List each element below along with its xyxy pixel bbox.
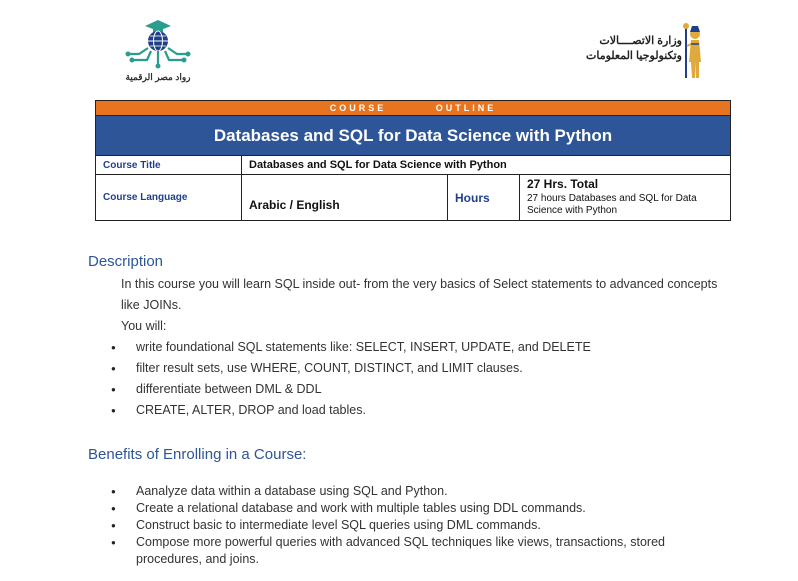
logo-left-text: رواد مصر الرقمية [125,72,191,82]
list-item: ● Construct basic to intermediate level SQL queries using DML commands. [111,517,731,534]
hours-label: Hours [448,175,520,220]
course-title-row [96,156,730,175]
description-title: Description [88,253,164,270]
digital-egypt-pioneers-logo [118,18,198,86]
course-title-label: Course Title [96,156,242,174]
outline-bar [96,101,730,116]
outline-bar-word1: COURSE [329,103,387,113]
list-item: ● Create a relational database and work with multiple tables using DDL commands. [111,500,731,517]
list-item: ● write foundational SQL statements like: SELECT, INSERT, UPDATE, and DELETE [111,337,731,358]
course-language-row [96,175,730,220]
you-will-label: You will: [121,319,167,333]
benefits-title: Benefits of Enrolling in a Course: [88,446,307,463]
list-item: ● filter result sets, use WHERE, COUNT, DISTINCT, and LIMIT clauses. [111,358,731,379]
description-text: In this course you will learn SQL inside out- from the very basics of Select statements to advanced concepts like JOINs. [121,277,718,312]
course-language-value: Arabic / English [242,175,448,220]
ministry-name-line2: وتكنولوجيا المعلومات [585,50,682,62]
course-language-label: Course Language [96,175,242,220]
list-item: ● differentiate between DML & DDL [111,379,731,400]
graduation-globe-icon [123,18,193,72]
course-outline-table [95,100,731,221]
pharaoh-figure-icon [682,22,704,82]
outline-bar-word2: OUTLINE [435,103,497,113]
description-list [111,337,731,421]
ministry-logo [582,22,707,84]
ministry-name-line1: وزارة الاتصــــالات [599,35,682,47]
list-item: ● Aanalyze data within a database using SQL and Python. [111,483,731,500]
benefits-list [111,483,731,568]
hours-total: 27 Hrs. Total [527,177,599,191]
hours-value [520,175,730,220]
course-title-value: Databases and SQL for Data Science with Python [249,159,507,171]
ministry-name [582,34,682,64]
list-item: ● Compose more powerful queries with advanced SQL techniques like views, transactions, stored procedures, and joins. [111,534,731,568]
course-header: Databases and SQL for Data Science with Python [96,116,730,156]
hours-description: 27 hours Databases and SQL for Data Science with Python [527,193,697,216]
list-item: ● CREATE, ALTER, DROP and load tables. [111,400,731,421]
